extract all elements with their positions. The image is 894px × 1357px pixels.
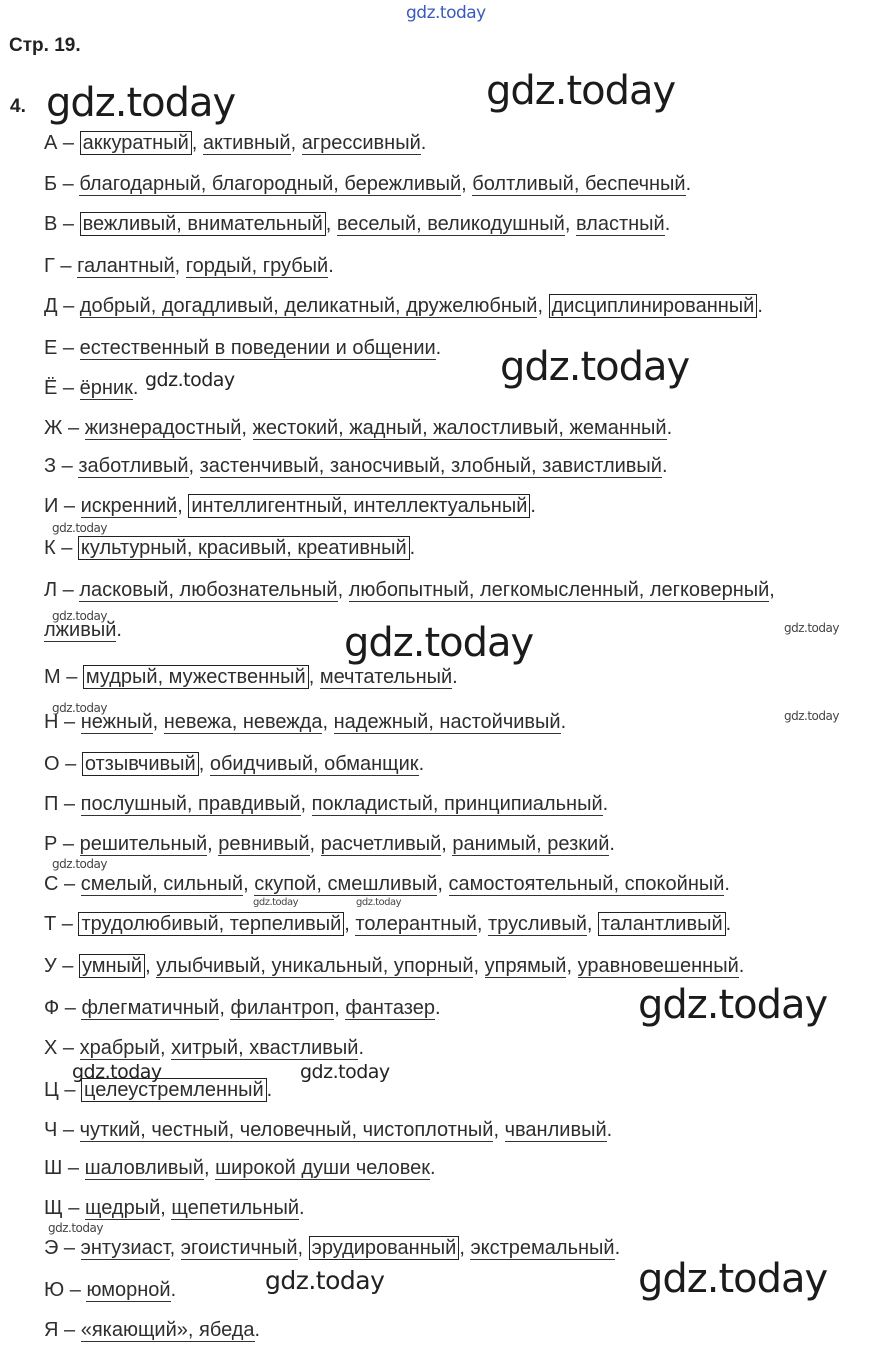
list-item xyxy=(44,666,458,689)
list-item xyxy=(44,295,763,318)
watermark-small: gdz.today xyxy=(52,521,107,535)
dash-separator: – xyxy=(62,417,85,439)
list-item xyxy=(44,619,122,642)
dash-separator: – xyxy=(56,913,79,935)
dash-separator: – xyxy=(59,997,82,1019)
letter-label: Н xyxy=(44,711,59,733)
dash-separator: – xyxy=(54,255,78,277)
punctuation: . xyxy=(420,132,427,154)
punctuation: . xyxy=(661,455,668,477)
boxed-word: талантливый xyxy=(598,912,726,936)
underlined-word: ласковый, любознательный xyxy=(79,579,338,601)
punctuation: . xyxy=(725,913,732,935)
underlined-word: нежный xyxy=(80,711,153,733)
letter-label: Ё xyxy=(44,377,58,399)
letter-label: Т xyxy=(44,913,57,935)
punctuation: . xyxy=(606,1119,613,1141)
punctuation: . xyxy=(132,377,139,399)
list-item xyxy=(44,873,730,896)
underlined-word: жестокий, жадный, жалостливый, жеманный xyxy=(252,417,667,439)
dash-separator: – xyxy=(58,1319,81,1341)
watermark-large: gdz.today xyxy=(46,80,236,126)
boxed-word: умный xyxy=(79,954,145,978)
punctuation: . xyxy=(328,255,334,277)
watermark-large: gdz.today xyxy=(638,1256,828,1302)
list-item xyxy=(44,173,691,196)
letter-label: А xyxy=(44,132,58,154)
page-label: Стр. 19. xyxy=(9,35,81,56)
underlined-word: «якающий», ябеда xyxy=(80,1319,255,1341)
dash-separator: – xyxy=(58,1237,81,1259)
punctuation: . xyxy=(430,1157,436,1179)
watermark-small: gdz.today xyxy=(48,1221,103,1235)
watermark-small: gdz.today xyxy=(253,897,299,908)
list-item xyxy=(44,1157,436,1180)
punctuation: . xyxy=(434,997,441,1019)
dash-separator: – xyxy=(58,1079,82,1101)
list-item xyxy=(44,377,138,400)
punctuation: , xyxy=(459,1237,471,1259)
underlined-word: благодарный, благородный, бережливый xyxy=(79,173,462,195)
underlined-word: скупой, смешливый xyxy=(254,873,438,895)
punctuation: . xyxy=(685,173,692,195)
underlined-word: храбрый xyxy=(79,1037,160,1059)
dash-separator: – xyxy=(57,833,80,855)
underlined-word: заботливый xyxy=(78,455,189,477)
punctuation: , xyxy=(473,955,485,977)
letter-label: Ю xyxy=(44,1279,65,1301)
punctuation: , xyxy=(243,873,255,895)
underlined-word: добрый, догадливый, деликатный, дружелюбный xyxy=(79,295,538,317)
punctuation: . xyxy=(614,1237,621,1259)
punctuation: . xyxy=(254,1319,261,1341)
punctuation: , xyxy=(191,132,203,154)
list-item xyxy=(44,1319,260,1342)
underlined-word: щедрый xyxy=(85,1197,161,1219)
underlined-word: филантроп xyxy=(230,997,335,1019)
boxed-word: отзывчивый xyxy=(82,752,199,776)
letter-label: В xyxy=(44,213,58,235)
underlined-word: ёрник xyxy=(79,377,133,399)
letter-label: Щ xyxy=(44,1197,63,1219)
punctuation: , xyxy=(297,1237,309,1259)
watermark-top: gdz.today xyxy=(406,3,486,23)
list-item xyxy=(44,537,415,560)
punctuation: , xyxy=(198,753,210,775)
punctuation: , xyxy=(461,173,473,195)
punctuation: , xyxy=(177,495,189,517)
underlined-word: решительный xyxy=(79,833,208,855)
underlined-word: энтузиаст xyxy=(80,1237,170,1259)
punctuation: , xyxy=(290,132,302,154)
list-item xyxy=(44,495,536,518)
watermark-medium: gdz.today xyxy=(300,1061,390,1083)
underlined-word: эгоистичный xyxy=(180,1237,298,1259)
punctuation: . xyxy=(602,793,609,815)
punctuation: . xyxy=(409,537,416,559)
letter-label: М xyxy=(44,666,61,688)
underlined-word: болтливый, беспечный xyxy=(472,173,686,195)
underlined-word: шаловливый xyxy=(84,1157,204,1179)
watermark-small: gdz.today xyxy=(784,709,839,723)
list-item xyxy=(44,997,441,1020)
dash-separator: – xyxy=(58,495,81,517)
punctuation: , xyxy=(169,1237,181,1259)
list-item xyxy=(44,1119,612,1142)
list-item xyxy=(44,337,441,360)
letter-label: З xyxy=(44,455,57,477)
list-item xyxy=(44,132,426,155)
punctuation: . xyxy=(664,213,671,235)
punctuation: . xyxy=(418,753,425,775)
punctuation: . xyxy=(170,1279,177,1301)
punctuation: , xyxy=(441,833,453,855)
underlined-word: послушный, правдивый xyxy=(80,793,301,815)
letter-label: Б xyxy=(44,173,58,195)
underlined-word: веселый, великодушный xyxy=(336,213,565,235)
boxed-word: вежливый, внимательный xyxy=(80,212,326,236)
watermark-large: gdz.today xyxy=(344,620,534,666)
underlined-word: галантный xyxy=(77,255,175,277)
letter-label: И xyxy=(44,495,59,517)
list-item xyxy=(44,913,731,936)
underlined-word: агрессивный xyxy=(301,132,421,154)
dash-separator: – xyxy=(57,377,80,399)
punctuation: . xyxy=(452,666,458,688)
list-item xyxy=(44,1197,305,1220)
underlined-word: улыбчивый, уникальный, упорный xyxy=(156,955,474,977)
dash-separator: – xyxy=(58,793,81,815)
underlined-word: невежа, невежда xyxy=(163,711,323,733)
punctuation: . xyxy=(724,873,730,895)
boxed-word: трудолюбивый, терпеливый xyxy=(78,912,344,936)
letter-label: П xyxy=(44,793,59,815)
underlined-word: трусливый xyxy=(488,913,587,935)
dash-separator: – xyxy=(59,753,82,775)
punctuation: , xyxy=(566,955,578,977)
dash-separator: – xyxy=(58,711,81,733)
list-item xyxy=(44,793,608,816)
dash-separator: – xyxy=(55,537,78,559)
dash-separator: – xyxy=(57,132,80,154)
watermark-large: gdz.today xyxy=(500,344,690,390)
dash-separator: – xyxy=(56,455,79,477)
underlined-word: надежный, настойчивый xyxy=(333,711,561,733)
punctuation: . xyxy=(116,619,122,641)
underlined-word: активный xyxy=(202,132,291,154)
underlined-word: самостоятельный, спокойный xyxy=(448,873,725,895)
boxed-word: дисциплинированный xyxy=(549,294,758,318)
letter-label: Е xyxy=(44,337,58,359)
boxed-word: целеустремленный xyxy=(81,1078,267,1102)
underlined-word: уравновешенный xyxy=(577,955,739,977)
underlined-word: ранимый, резкий xyxy=(452,833,610,855)
punctuation: , xyxy=(344,913,356,935)
punctuation: , xyxy=(537,295,549,317)
punctuation: . xyxy=(530,495,536,517)
dash-separator: – xyxy=(57,1119,80,1141)
underlined-word: искренний xyxy=(80,495,178,517)
watermark-small: gdz.today xyxy=(52,609,107,623)
punctuation: , xyxy=(207,833,219,855)
underlined-word: лживый xyxy=(44,619,117,641)
underlined-word: упрямый xyxy=(484,955,567,977)
underlined-word: естественный в поведении и общении xyxy=(79,337,436,359)
punctuation: , xyxy=(564,213,576,235)
letter-label: Ч xyxy=(44,1119,58,1141)
letter-label: Ж xyxy=(44,417,63,439)
punctuation: , xyxy=(337,579,349,601)
underlined-word: флегматичный xyxy=(81,997,220,1019)
letter-label: Г xyxy=(44,255,55,277)
list-item xyxy=(44,1037,364,1060)
dash-separator: – xyxy=(62,1197,85,1219)
punctuation: , xyxy=(159,1037,172,1059)
letter-label: Ф xyxy=(44,997,60,1019)
underlined-word: экстремальный xyxy=(470,1237,615,1259)
letter-label: Р xyxy=(44,833,58,855)
dash-separator: – xyxy=(57,295,80,317)
dash-separator: – xyxy=(57,173,80,195)
dash-separator: – xyxy=(64,1279,87,1301)
letter-label: С xyxy=(44,873,59,895)
punctuation: , xyxy=(476,913,489,935)
dash-separator: – xyxy=(58,873,81,895)
list-item xyxy=(44,213,670,236)
watermark-large: gdz.today xyxy=(486,68,676,114)
letter-label: Ц xyxy=(44,1079,59,1101)
dash-separator: – xyxy=(56,955,79,977)
underlined-word: покладистый, принципиальный xyxy=(311,793,603,815)
dash-separator: – xyxy=(57,337,80,359)
punctuation: . xyxy=(666,417,673,439)
underlined-word: любопытный, легкомысленный, легковерный xyxy=(348,579,770,601)
underlined-word: щепетильный xyxy=(171,1197,300,1219)
watermark-medium: gdz.today xyxy=(265,1266,385,1295)
underlined-word: смелый, сильный xyxy=(80,873,244,895)
underlined-word: чуткий, честный, человечный, чистоплотный xyxy=(79,1119,494,1141)
dash-separator: – xyxy=(57,213,80,235)
underlined-word: обидчивый, обманщик xyxy=(209,753,419,775)
boxed-word: интеллигентный, интеллектуальный xyxy=(188,494,530,518)
punctuation: , xyxy=(334,997,346,1019)
punctuation: , xyxy=(160,1197,172,1219)
watermark-small: gdz.today xyxy=(784,621,839,635)
underlined-word: жизнерадостный xyxy=(84,417,242,439)
punctuation: , xyxy=(188,455,200,477)
watermark-large: gdz.today xyxy=(638,982,828,1028)
underlined-word: чванливый xyxy=(504,1119,607,1141)
underlined-word: фантазер xyxy=(345,997,435,1019)
underlined-word: хитрый, хвастливый xyxy=(171,1037,359,1059)
punctuation: . xyxy=(435,337,442,359)
punctuation: , xyxy=(308,666,320,688)
punctuation: , xyxy=(203,1157,216,1179)
punctuation: , xyxy=(145,955,157,977)
punctuation: . xyxy=(299,1197,305,1219)
punctuation: , xyxy=(586,913,598,935)
list-item xyxy=(44,711,566,734)
boxed-word: эрудированный xyxy=(309,1236,460,1260)
dash-separator: – xyxy=(57,579,80,601)
watermark-medium: gdz.today xyxy=(72,1061,162,1083)
dash-separator: – xyxy=(62,1157,85,1179)
letter-label: К xyxy=(44,537,56,559)
letter-label: Э xyxy=(44,1237,59,1259)
list-item xyxy=(44,955,744,978)
boxed-word: мудрый, мужественный xyxy=(83,665,309,689)
punctuation: , xyxy=(241,417,253,439)
letter-label: Ш xyxy=(44,1157,63,1179)
punctuation: . xyxy=(757,295,763,317)
underlined-word: толерантный xyxy=(355,913,477,935)
punctuation: , xyxy=(437,873,449,895)
punctuation: , xyxy=(769,579,775,601)
punctuation: . xyxy=(560,711,567,733)
punctuation: , xyxy=(152,711,164,733)
dash-separator: – xyxy=(60,666,83,688)
boxed-word: культурный, красивый, креативный xyxy=(78,536,410,560)
underlined-word: властный xyxy=(575,213,665,235)
letter-label: Я xyxy=(44,1319,59,1341)
list-item xyxy=(44,455,668,478)
letter-label: Д xyxy=(44,295,58,317)
punctuation: , xyxy=(325,213,337,235)
punctuation: . xyxy=(609,833,615,855)
underlined-word: мечтательный xyxy=(319,666,453,688)
punctuation: , xyxy=(309,833,321,855)
punctuation: , xyxy=(300,793,312,815)
list-item xyxy=(44,753,424,776)
underlined-word: застенчивый, заносчивый, злобный, завистливый xyxy=(199,455,662,477)
list-item xyxy=(44,833,615,856)
punctuation: , xyxy=(322,711,334,733)
underlined-word: расчетливый xyxy=(320,833,442,855)
punctuation: , xyxy=(174,255,186,277)
list-item xyxy=(44,1237,620,1260)
list-item xyxy=(44,255,334,278)
list-item xyxy=(44,1079,272,1102)
punctuation: . xyxy=(358,1037,365,1059)
watermark-small: gdz.today xyxy=(52,857,107,871)
dash-separator: – xyxy=(57,1037,80,1059)
boxed-word: аккуратный xyxy=(80,131,192,155)
letter-label: Х xyxy=(44,1037,58,1059)
punctuation: , xyxy=(219,997,231,1019)
punctuation: . xyxy=(266,1079,273,1101)
letter-label: О xyxy=(44,753,60,775)
list-item xyxy=(44,579,775,602)
letter-label: У xyxy=(44,955,57,977)
watermark-small: gdz.today xyxy=(52,701,107,715)
underlined-word: юморной xyxy=(86,1279,171,1301)
underlined-word: гордый, грубый xyxy=(185,255,329,277)
underlined-word: ревнивый xyxy=(218,833,310,855)
punctuation: , xyxy=(493,1119,505,1141)
punctuation: . xyxy=(738,955,745,977)
letter-label: Л xyxy=(44,579,58,601)
list-item xyxy=(44,1279,176,1302)
watermark-medium: gdz.today xyxy=(145,369,235,391)
underlined-word: широкой души человек xyxy=(215,1157,430,1179)
watermark-small: gdz.today xyxy=(356,897,402,908)
task-number: 4. xyxy=(10,96,26,117)
list-item xyxy=(44,417,672,440)
